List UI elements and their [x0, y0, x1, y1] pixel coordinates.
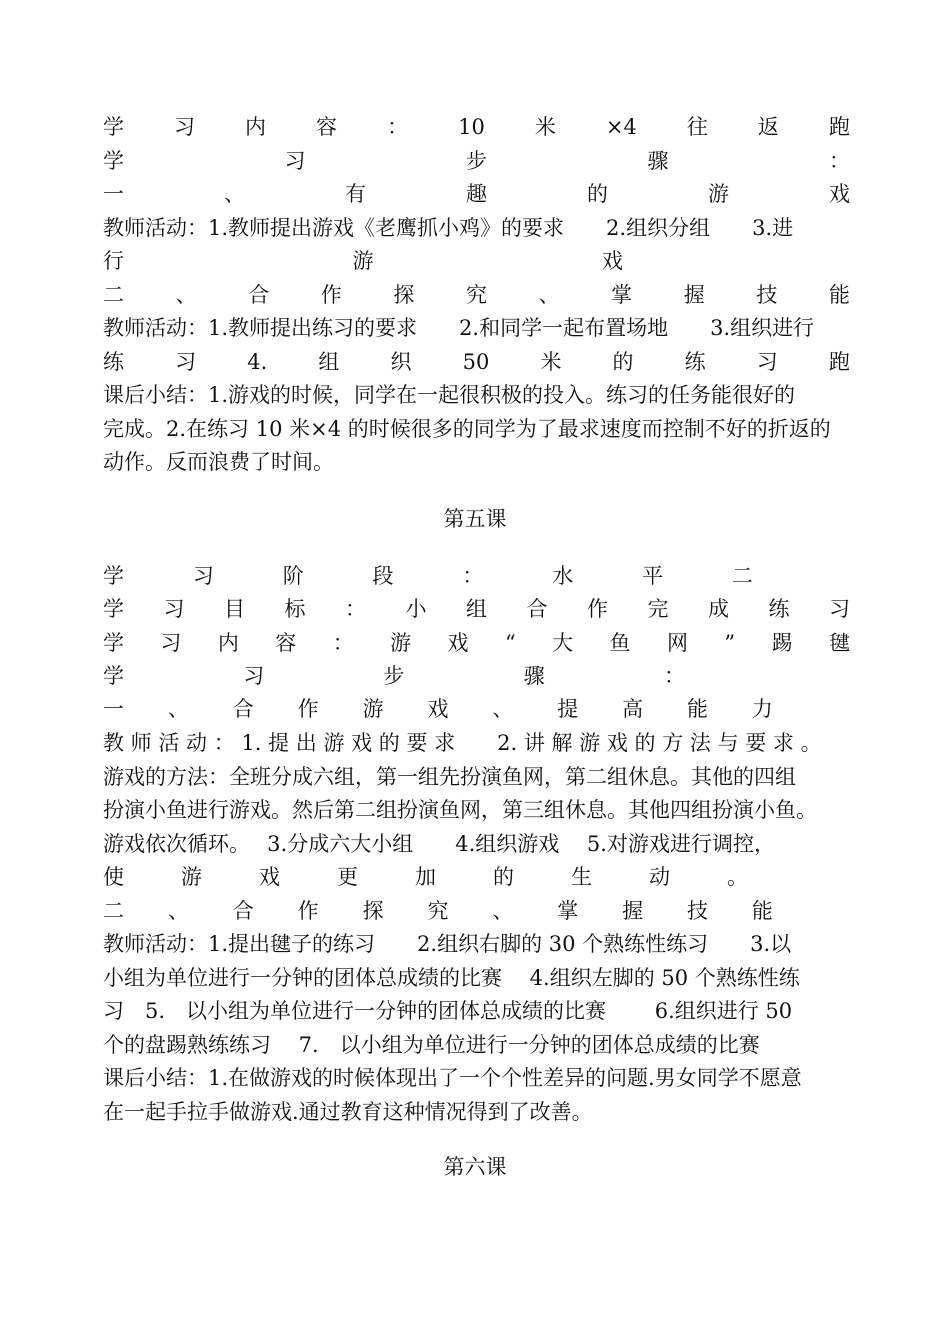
lesson4-summary-line3: 动作。反而浪费了时间。	[103, 450, 334, 474]
text-token: 内	[245, 115, 267, 139]
text-token: 练	[684, 350, 706, 374]
text-token: 的	[612, 350, 634, 374]
lesson5-part1-heading	[103, 692, 773, 726]
text-token: 游	[708, 182, 729, 206]
lesson4-summary-line1: 课后小结：1.游戏的时候，同学在一起很积极的投入。练习的任务能很好的	[103, 383, 796, 407]
text-token: ：	[462, 564, 484, 588]
text-token: 戏	[602, 249, 623, 273]
text-token: 能	[828, 283, 850, 307]
text-token: ”	[724, 631, 736, 655]
text-token: 学	[103, 664, 124, 688]
text-token: 握	[622, 899, 644, 923]
text-token: 组	[466, 597, 487, 621]
text-token: 握	[683, 283, 705, 307]
text-token: 二	[731, 564, 753, 588]
text-token: 学	[103, 597, 124, 621]
text-token: 跑	[828, 115, 850, 139]
text-token: 究	[465, 283, 487, 307]
text-token: 鱼	[609, 631, 631, 655]
text-token: 、	[538, 283, 560, 307]
lesson5-title: 第五课	[443, 507, 507, 531]
text-token: 容	[316, 115, 338, 139]
text-token: 合	[248, 283, 270, 307]
lesson5-teacher1-line1: 教 师 活 动 ： 1. 提 出 游 戏 的 要 求 2. 讲 解 游 戏 的 方 法 与 要 求 。	[103, 731, 822, 755]
lesson4-steps-line	[103, 144, 850, 178]
text-token: 水	[552, 564, 574, 588]
text-token: 习	[175, 350, 197, 374]
text-token: 习	[284, 149, 306, 173]
text-token: 提	[557, 697, 579, 721]
text-token: ：	[664, 664, 685, 688]
text-token: 游	[390, 631, 412, 655]
text-token: 的	[493, 865, 514, 889]
lesson4-summary-line2: 完成。2.在练习 10 米×4 的时候很多的同学为了最求速度而控制不好的折返的	[103, 417, 831, 441]
text-token: 、	[492, 899, 514, 923]
text-token: 练	[103, 350, 124, 374]
text-token: 成	[708, 597, 729, 621]
lesson5-summary-line1: 课后小结：1.在做游戏的时候体现出了一个个性差异的问题.男女同学不愿意	[103, 1066, 802, 1090]
text-token: 一	[103, 182, 124, 206]
text-token: ×4	[605, 115, 637, 139]
text-token: 二	[103, 899, 124, 923]
lesson5-teacher2-line1: 教师活动：1.提出毽子的练习 2.组织右脚的 30 个熟练性练习 3.以	[103, 932, 792, 956]
lesson4-teacher2-line1: 教师活动：1.教师提出练习的要求 2.和同学一起布置场地 3.组织进行	[103, 316, 815, 340]
lesson5-teacher2-line3: 习 5. 以小组为单位进行一分钟的团体总成绩的比赛 6.组织进行 50	[103, 999, 793, 1023]
text-token: 行	[103, 249, 124, 273]
text-token: 组	[318, 350, 340, 374]
text-token: “	[504, 631, 516, 655]
text-token: 学	[103, 564, 124, 588]
text-token: 习	[163, 597, 185, 621]
text-token: 能	[751, 899, 773, 923]
text-token: 步	[466, 149, 487, 173]
text-token: 阶	[282, 564, 304, 588]
lesson5-teacher2-line4: 个的盘踢熟练练习 7. 以小组为单位进行一分钟的团体总成绩的比赛	[103, 1033, 760, 1057]
text-token: 标	[284, 597, 306, 621]
lesson4-teacher2-line2	[103, 345, 850, 379]
text-token: 踢	[771, 631, 793, 655]
text-token: 动	[649, 865, 670, 889]
text-token: 段	[372, 564, 394, 588]
text-token: 习	[829, 597, 850, 621]
lesson5-part2-heading	[103, 894, 773, 928]
text-token: 究	[427, 899, 449, 923]
text-token: 使	[103, 865, 124, 889]
text-token: 技	[687, 899, 709, 923]
text-token: 返	[757, 115, 779, 139]
text-token: 跑	[828, 350, 850, 374]
text-token: 作	[320, 283, 342, 307]
text-token: 大	[552, 631, 574, 655]
text-token: 技	[756, 283, 778, 307]
text-token: 戏	[427, 697, 449, 721]
text-token: 探	[393, 283, 415, 307]
text-token: 合	[232, 697, 254, 721]
lesson4-teacher1-line1: 教师活动：1.教师提出游戏《老鹰抓小鸡》的要求 2.组织分组 3.进	[103, 216, 794, 240]
text-token: 骤	[647, 149, 669, 173]
text-token: 探	[362, 899, 384, 923]
text-token: 合	[232, 899, 254, 923]
text-token: 一	[103, 697, 124, 721]
text-token: 生	[571, 865, 592, 889]
text-token: 学	[103, 631, 124, 655]
text-token: 往	[686, 115, 708, 139]
lesson5-method-line2: 扮演小鱼进行游戏。然后第二组扮演鱼网，第三组休息。其他四组扮演小鱼。	[103, 798, 817, 822]
text-token: 、	[224, 182, 245, 206]
lesson5-goal-line	[103, 592, 850, 626]
text-token: 能	[687, 697, 709, 721]
text-token: 。	[727, 865, 748, 889]
text-token: ：	[387, 115, 409, 139]
text-token: 掌	[557, 899, 579, 923]
text-token: 习	[174, 115, 196, 139]
text-token: 10	[458, 115, 485, 139]
text-token: 习	[160, 631, 182, 655]
lesson5-steps-line	[103, 659, 685, 693]
text-token: 更	[337, 865, 358, 889]
text-token: 毽	[828, 631, 850, 655]
text-token: 网	[666, 631, 688, 655]
text-token: 学	[103, 115, 124, 139]
text-token: 二	[103, 283, 124, 307]
lesson5-teacher2-line2: 小组为单位进行一分钟的团体总成绩的比赛 4.组织左脚的 50 个熟练性练	[103, 966, 800, 990]
text-token: 力	[751, 697, 773, 721]
text-token: 戏	[259, 865, 280, 889]
text-token: 有	[345, 182, 366, 206]
lesson5-method-line4	[103, 860, 748, 894]
text-token: 习	[192, 564, 214, 588]
lesson6-title: 第六课	[443, 1155, 507, 1179]
text-token: 高	[622, 697, 644, 721]
text-token: 习	[756, 350, 778, 374]
text-token: 织	[390, 350, 412, 374]
text-token: 、	[175, 283, 197, 307]
text-token: ：	[345, 597, 366, 621]
lesson5-method-line3: 游戏依次循环。 3.分成六大小组 4.组织游戏 5.对游戏进行调控，	[103, 832, 775, 856]
text-token: 游	[181, 865, 202, 889]
text-token: ：	[332, 631, 354, 655]
text-token: 米	[534, 115, 556, 139]
text-token: 趣	[466, 182, 487, 206]
text-token: 合	[526, 597, 548, 621]
text-token: 练	[768, 597, 790, 621]
text-token: 加	[415, 865, 436, 889]
text-token: 50	[462, 350, 490, 374]
text-token: 容	[275, 631, 297, 655]
text-token: 掌	[611, 283, 633, 307]
text-token: 、	[167, 899, 189, 923]
text-token: 游	[362, 697, 384, 721]
text-token: ：	[829, 149, 850, 173]
text-token: 、	[167, 697, 189, 721]
text-token: 完	[647, 597, 669, 621]
text-token: 作	[297, 697, 319, 721]
text-token: 4.	[247, 350, 268, 374]
lesson4-content-line	[103, 110, 850, 144]
text-token: 游	[352, 249, 374, 273]
text-token: 的	[587, 182, 608, 206]
lesson4-part2-heading	[103, 278, 850, 312]
lesson4-part1-heading	[103, 177, 850, 211]
text-token: 作	[297, 899, 319, 923]
text-token: 小	[405, 597, 427, 621]
text-token: 戏	[829, 182, 850, 206]
text-token: 步	[383, 664, 405, 688]
text-token: 、	[492, 697, 514, 721]
lesson5-stage-line	[103, 559, 753, 593]
text-token: 平	[642, 564, 664, 588]
lesson5-summary-line2: 在一起手拉手做游戏.通过教育这种情况得到了改善。	[103, 1100, 593, 1124]
lesson5-method-line1: 游戏的方法：全班分成六组，第一组先扮演鱼网，第二组休息。其他的四组	[103, 765, 796, 789]
text-token: 学	[103, 149, 124, 173]
text-token: 习	[243, 664, 265, 688]
lesson4-teacher1-line2	[103, 244, 623, 278]
text-token: 作	[587, 597, 608, 621]
text-token: 米	[540, 350, 562, 374]
lesson5-content-line	[103, 626, 850, 660]
text-token: 目	[224, 597, 245, 621]
text-token: 内	[217, 631, 239, 655]
text-token: 骤	[523, 664, 545, 688]
text-token: 戏	[447, 631, 469, 655]
